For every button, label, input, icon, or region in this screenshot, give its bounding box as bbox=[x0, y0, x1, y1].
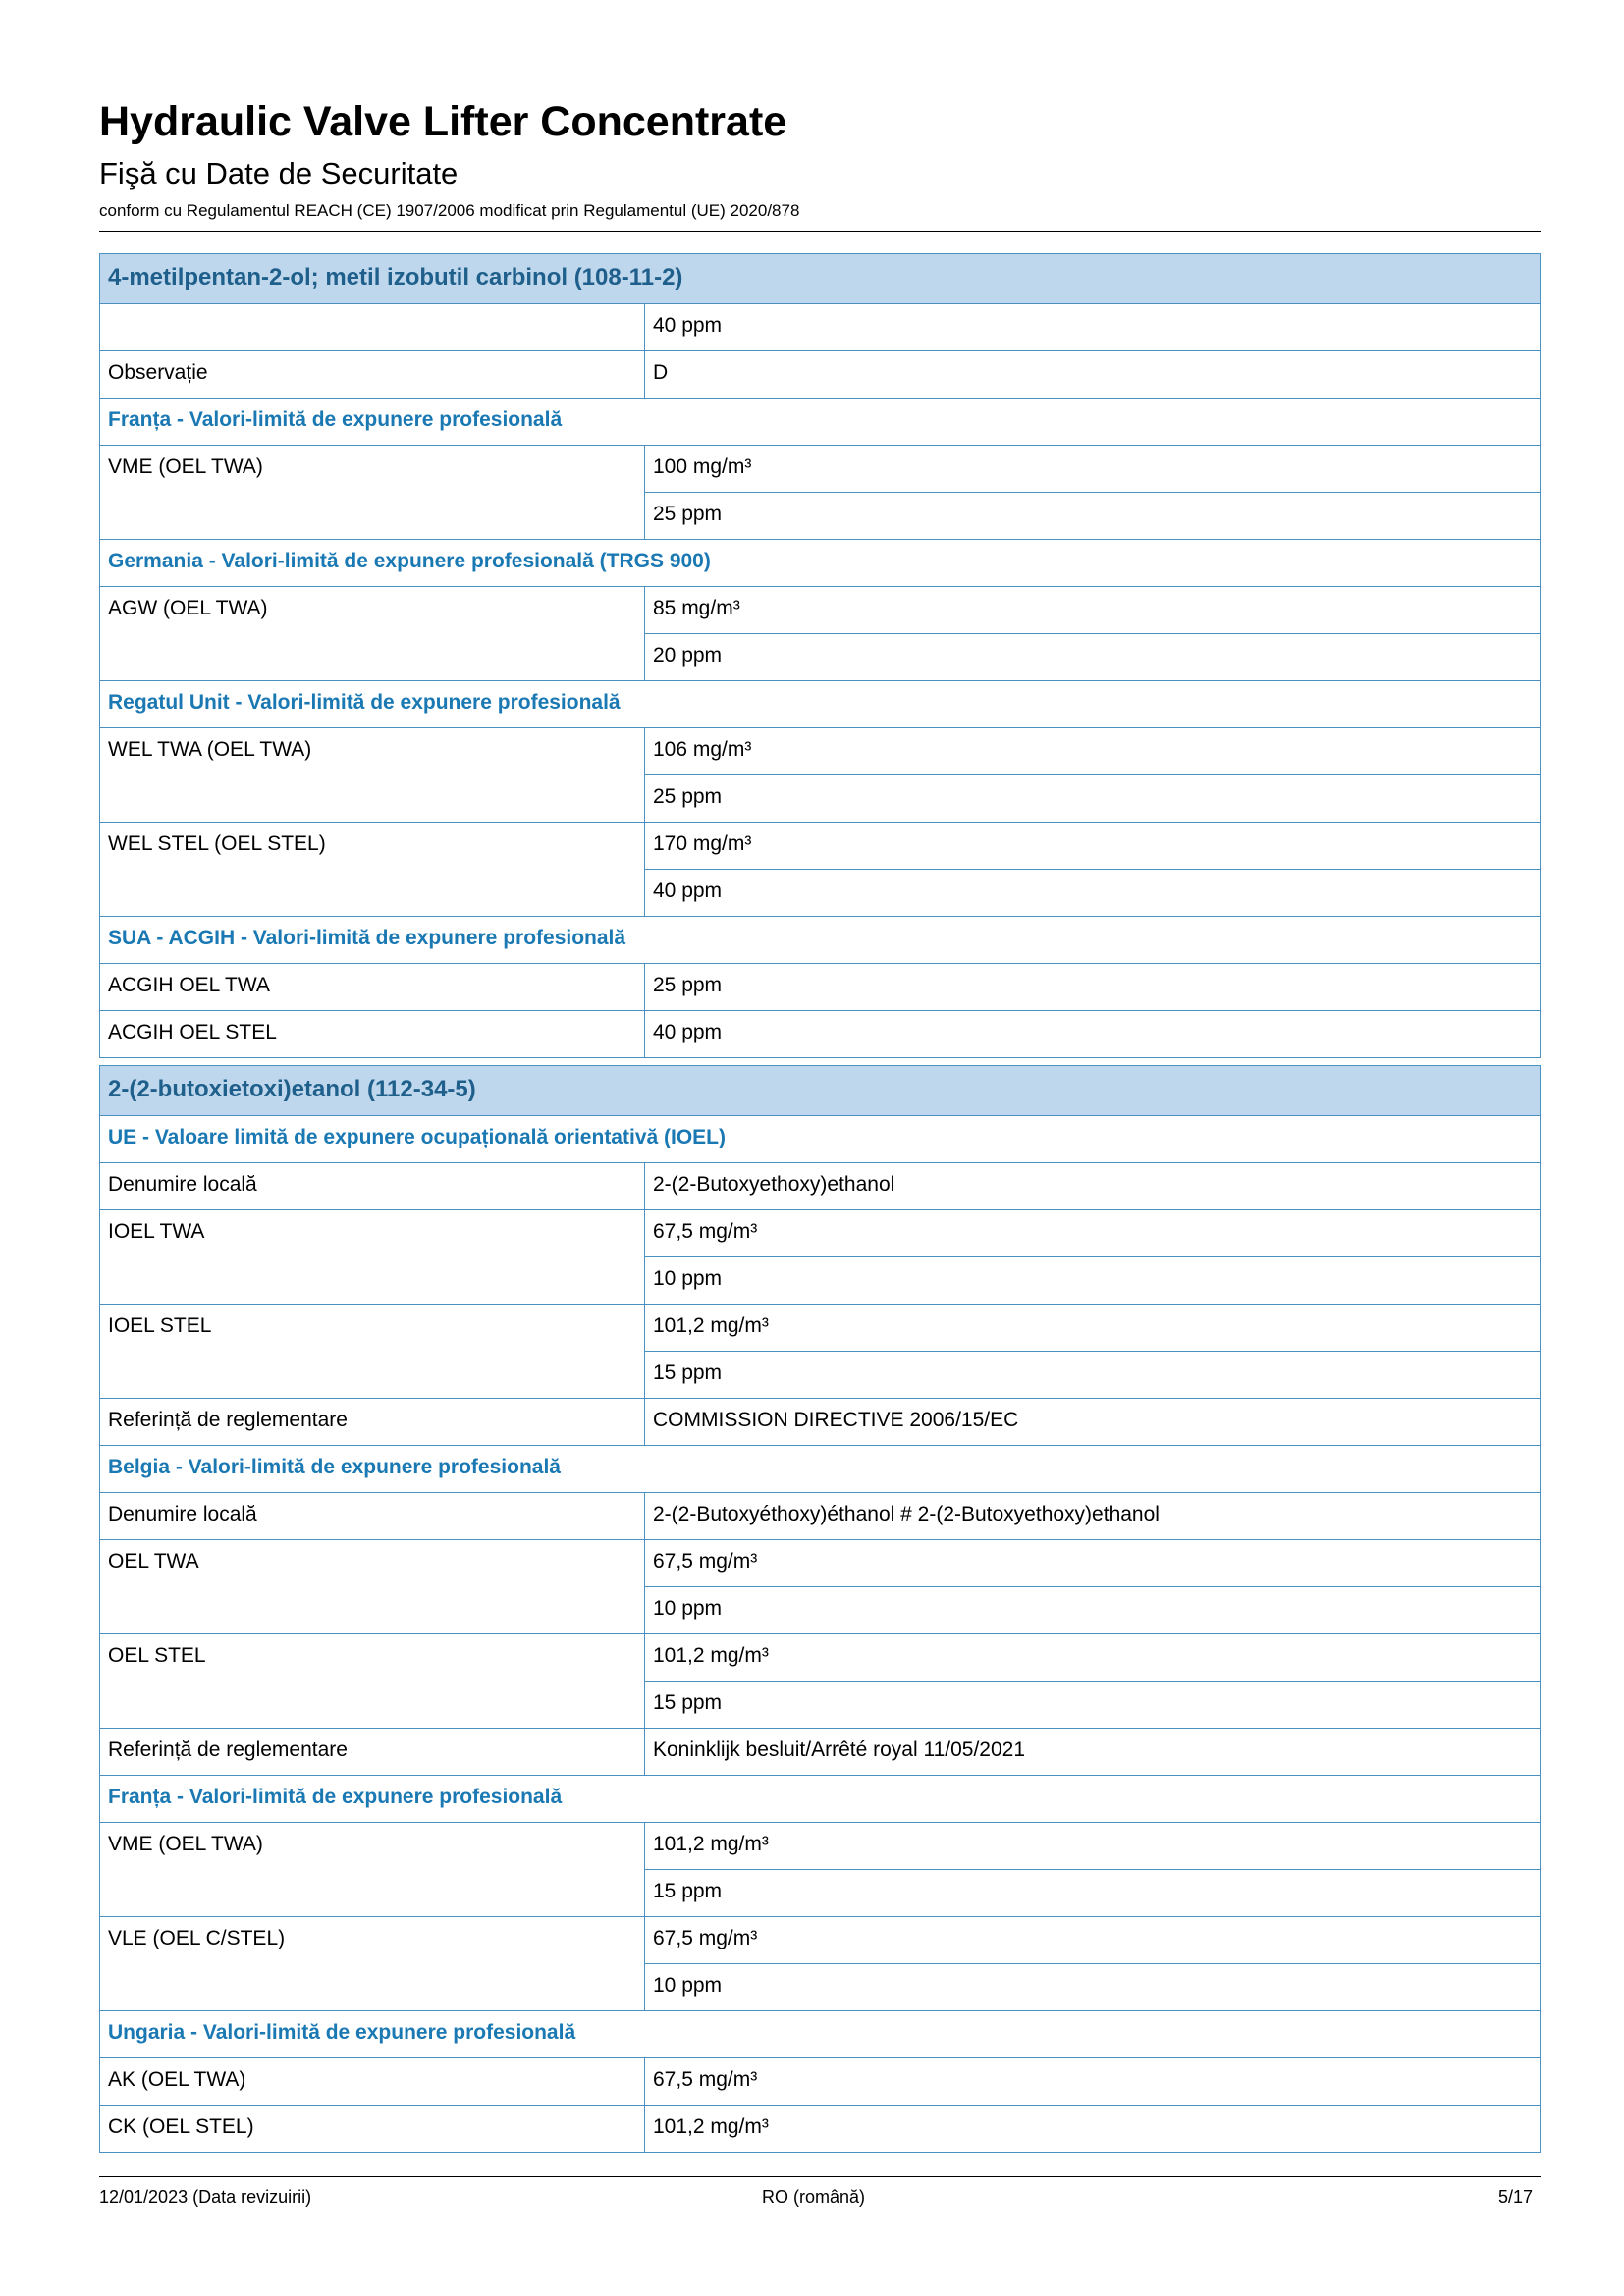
row-value: 101,2 mg/m³ bbox=[645, 1634, 1541, 1682]
table-row bbox=[100, 351, 1541, 399]
row-label: AGW (OEL TWA) bbox=[100, 587, 645, 681]
row-value: 101,2 mg/m³ bbox=[645, 1823, 1541, 1870]
country-title: Regatul Unit - Valori-limită de expunere profesională bbox=[100, 681, 1541, 728]
row-value: COMMISSION DIRECTIVE 2006/15/EC bbox=[645, 1399, 1541, 1446]
row-value: 25 ppm bbox=[645, 964, 1541, 1011]
row-label: IOEL STEL bbox=[100, 1305, 645, 1399]
row-value: 15 ppm bbox=[645, 1870, 1541, 1917]
product-title: Hydraulic Valve Lifter Concentrate bbox=[99, 98, 787, 145]
row-label: CK (OEL STEL) bbox=[100, 2106, 645, 2153]
table-row bbox=[100, 728, 1541, 775]
row-value: 101,2 mg/m³ bbox=[645, 2106, 1541, 2153]
substance-title: 2-(2-butoxietoxi)etanol (112-34-5) bbox=[100, 1066, 1541, 1116]
exposure-table-section-1 bbox=[99, 253, 1541, 1058]
language-indicator: RO (română) bbox=[762, 2187, 866, 2207]
table-row bbox=[100, 1917, 1541, 1964]
table-row bbox=[100, 1305, 1541, 1352]
row-value: 100 mg/m³ bbox=[645, 446, 1541, 493]
revision-date: 12/01/2023 (Data revizuirii) bbox=[99, 2187, 312, 2207]
row-label: Referință de reglementare bbox=[100, 1729, 645, 1776]
row-value: 20 ppm bbox=[645, 634, 1541, 681]
table-row bbox=[100, 2106, 1541, 2153]
regulation-reference: conform cu Regulamentul REACH (CE) 1907/2006 modificat prin Regulamentul (UE) 2020/878 bbox=[99, 201, 800, 220]
table-row bbox=[100, 1823, 1541, 1870]
document-subtitle: Fişă cu Date de Securitate bbox=[99, 156, 459, 190]
table-row bbox=[100, 1210, 1541, 1257]
table-row bbox=[100, 1729, 1541, 1776]
row-label: VLE (OEL C/STEL) bbox=[100, 1917, 645, 2011]
country-header-row bbox=[100, 1776, 1541, 1823]
table-row bbox=[100, 1540, 1541, 1587]
row-value: 40 ppm bbox=[645, 304, 1541, 351]
table-row bbox=[100, 964, 1541, 1011]
row-value: 10 ppm bbox=[645, 1587, 1541, 1634]
table-row bbox=[100, 587, 1541, 634]
substance-header-row bbox=[100, 254, 1541, 304]
table-row bbox=[100, 446, 1541, 493]
row-label: WEL TWA (OEL TWA) bbox=[100, 728, 645, 823]
row-value: 25 ppm bbox=[645, 775, 1541, 823]
country-header-row bbox=[100, 399, 1541, 446]
country-header-row bbox=[100, 1116, 1541, 1163]
table-row bbox=[100, 1163, 1541, 1210]
country-header-row bbox=[100, 1446, 1541, 1493]
country-header-row bbox=[100, 540, 1541, 587]
row-value: 2-(2-Butoxyethoxy)ethanol bbox=[645, 1163, 1541, 1210]
country-title: Belgia - Valori-limită de expunere profesională bbox=[100, 1446, 1541, 1493]
row-label: OEL TWA bbox=[100, 1540, 645, 1634]
row-value: 170 mg/m³ bbox=[645, 823, 1541, 870]
row-value: 67,5 mg/m³ bbox=[645, 2058, 1541, 2106]
country-title: Franța - Valori-limită de expunere profesională bbox=[100, 1776, 1541, 1823]
row-value: 67,5 mg/m³ bbox=[645, 1917, 1541, 1964]
row-label: Referință de reglementare bbox=[100, 1399, 645, 1446]
row-value: 40 ppm bbox=[645, 1011, 1541, 1058]
row-label: OEL STEL bbox=[100, 1634, 645, 1729]
row-label: ACGIH OEL STEL bbox=[100, 1011, 645, 1058]
table-row bbox=[100, 1634, 1541, 1682]
exposure-table-section-2 bbox=[99, 1065, 1541, 2153]
row-value: Koninklijk besluit/Arrêté royal 11/05/2021 bbox=[645, 1729, 1541, 1776]
page-number: 5/17 bbox=[1498, 2187, 1534, 2207]
country-title: Ungaria - Valori-limită de expunere profesională bbox=[100, 2011, 1541, 2058]
row-value: 25 ppm bbox=[645, 493, 1541, 540]
table-row bbox=[100, 2058, 1541, 2106]
row-label: VME (OEL TWA) bbox=[100, 1823, 645, 1917]
country-title: UE - Valoare limită de expunere ocupațională orientativă (IOEL) bbox=[100, 1116, 1541, 1163]
table-row bbox=[100, 304, 1541, 351]
row-value: 10 ppm bbox=[645, 1257, 1541, 1305]
row-label bbox=[100, 304, 645, 351]
country-header-row bbox=[100, 917, 1541, 964]
substance-header-row bbox=[100, 1066, 1541, 1116]
row-value: 40 ppm bbox=[645, 870, 1541, 917]
country-title: Germania - Valori-limită de expunere profesională (TRGS 900) bbox=[100, 540, 1541, 587]
row-value: 67,5 mg/m³ bbox=[645, 1210, 1541, 1257]
row-label: IOEL TWA bbox=[100, 1210, 645, 1305]
country-header-row bbox=[100, 2011, 1541, 2058]
row-label: Denumire locală bbox=[100, 1493, 645, 1540]
footer-divider bbox=[99, 2176, 1541, 2177]
row-label: AK (OEL TWA) bbox=[100, 2058, 645, 2106]
document-header bbox=[99, 96, 1541, 222]
row-label: WEL STEL (OEL STEL) bbox=[100, 823, 645, 917]
row-label: Denumire locală bbox=[100, 1163, 645, 1210]
row-value: 15 ppm bbox=[645, 1682, 1541, 1729]
row-label: Observație bbox=[100, 351, 645, 399]
country-title: Franța - Valori-limită de expunere profesională bbox=[100, 399, 1541, 446]
row-value: 15 ppm bbox=[645, 1352, 1541, 1399]
substance-title: 4-metilpentan-2-ol; metil izobutil carbinol (108-11-2) bbox=[100, 254, 1541, 304]
row-value: 10 ppm bbox=[645, 1964, 1541, 2011]
table-row bbox=[100, 1011, 1541, 1058]
row-value: D bbox=[645, 351, 1541, 399]
row-value: 85 mg/m³ bbox=[645, 587, 1541, 634]
row-value: 2-(2-Butoxyéthoxy)éthanol # 2-(2-Butoxyethoxy)ethanol bbox=[645, 1493, 1541, 1540]
row-value: 101,2 mg/m³ bbox=[645, 1305, 1541, 1352]
table-row bbox=[100, 1493, 1541, 1540]
country-title: SUA - ACGIH - Valori-limită de expunere profesională bbox=[100, 917, 1541, 964]
row-value: 67,5 mg/m³ bbox=[645, 1540, 1541, 1587]
row-value: 106 mg/m³ bbox=[645, 728, 1541, 775]
row-label: VME (OEL TWA) bbox=[100, 446, 645, 540]
table-row bbox=[100, 823, 1541, 870]
header-divider bbox=[99, 231, 1541, 232]
table-row bbox=[100, 1399, 1541, 1446]
row-label: ACGIH OEL TWA bbox=[100, 964, 645, 1011]
country-header-row bbox=[100, 681, 1541, 728]
